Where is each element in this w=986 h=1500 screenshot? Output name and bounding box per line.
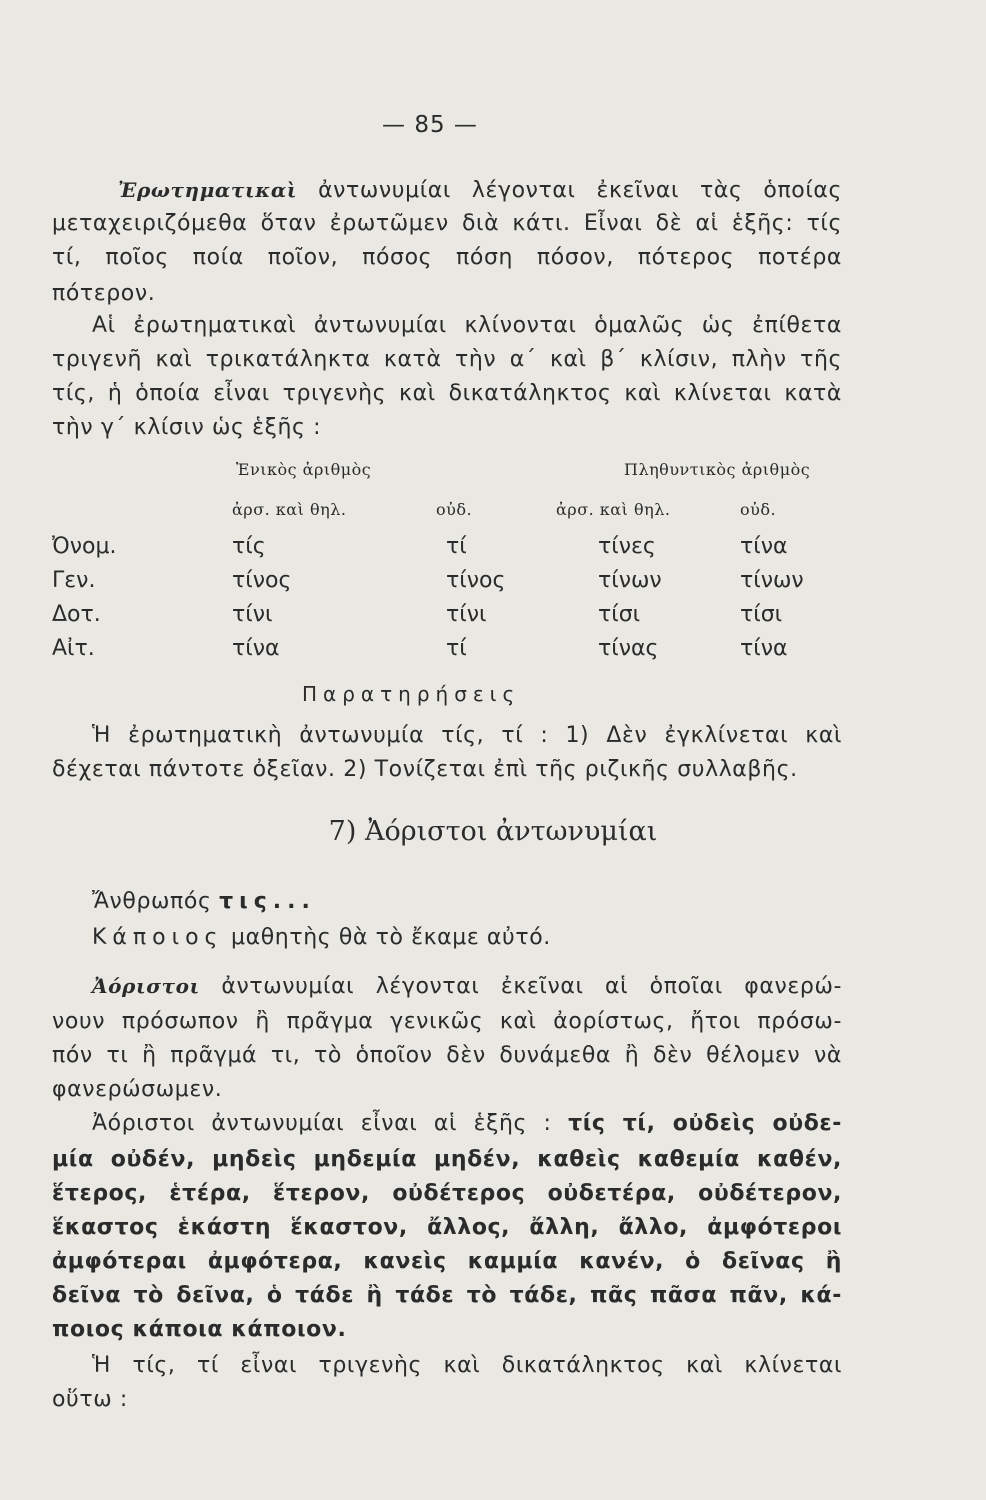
para4-line1-list: τίς τί, οὐδεὶς οὐδε-	[568, 1111, 842, 1136]
para4-line5: ἀμφότεραι ἀμφότερα, κανεὶς καμμία κανέν, ὁ δεῖνας ἢ	[52, 1249, 842, 1274]
table-cell: τίσι	[598, 602, 641, 627]
table-subheader: οὐδ.	[436, 500, 473, 519]
para4-line3: ἕτερος, ἑτέρα, ἕτερον, οὐδέτερος οὐδετέρα, οὐδέτερον,	[52, 1181, 842, 1206]
example1-spaced: τις...	[219, 889, 316, 914]
para2-line2: τριγενῆ καὶ τρικατάληκτα κατὰ τὴν α΄ καὶ β΄ κλίσιν, πλὴν τῆς	[52, 347, 842, 372]
para4-line7: ποιος κάποια κάποιον.	[52, 1317, 347, 1342]
para4-line2: μία οὐδέν, μηδεὶς μηδεμία μηδέν, καθεὶς καθεμία καθέν,	[52, 1147, 842, 1172]
para3-line1	[92, 970, 842, 1003]
table-cell: τίνι	[446, 602, 487, 627]
para2-line1: Αἱ ἐρωτηματικαὶ ἀντωνυμίαι κλίνονται ὁμαλῶς ὡς ἐπίθετα	[92, 313, 842, 338]
table-case-label: Γεν.	[52, 568, 96, 593]
page-number: — 85 —	[382, 112, 478, 138]
table-singular-header: Ἑνικὸς ἀριθμὸς	[236, 460, 372, 479]
para1-line4: πότερον.	[52, 281, 156, 306]
para4-line1-intro: Ἀόριστοι ἀντωνυμίαι εἶναι αἱ ἑξῆς :	[92, 1111, 552, 1136]
para1-line1-text: ἀντωνυμίαι λέγονται ἐκεῖναι τὰς ὁποίας	[318, 178, 843, 203]
table-cell: τίνες	[598, 534, 656, 559]
table-cell: τίνος	[446, 568, 506, 593]
table-cell: τίνων	[598, 568, 662, 593]
para2-line3: τίς, ἡ ὁποία εἶναι τριγενὴς καὶ δικατάληκτος καὶ κλίνεται κατὰ	[52, 381, 842, 406]
table-cell: τίσι	[740, 602, 783, 627]
observations-line1: Ἡ ἐρωτηματικὴ ἀντωνυμία τίς, τί : 1) Δὲν ἐγκλίνεται καὶ	[92, 723, 842, 748]
para2-line4: τὴν γ΄ κλίσιν ὡς ἑξῆς :	[52, 415, 322, 440]
table-case-label: Δοτ.	[52, 602, 101, 627]
table-cell: τίνων	[740, 568, 804, 593]
example-line1	[92, 886, 882, 918]
section-heading: 7) Ἀόριστοι ἀντωνυμίαι	[328, 816, 658, 847]
table-cell: τίνα	[740, 534, 788, 559]
para4-line6: δεῖνα τὸ δεῖνα, ὁ τάδε ἢ τάδε τὸ τάδε, πᾶς πᾶσα πᾶν, κά-	[52, 1283, 842, 1308]
para1-lead-term: Ἐρωτηματικαὶ	[118, 178, 298, 202]
table-cell: τίνα	[232, 636, 280, 661]
table-cell: τίνας	[598, 636, 659, 661]
para3-line1-text: ἀντωνυμίαι λέγονται ἐκεῖναι αἱ ὁποῖαι φανερώ-	[221, 974, 843, 999]
table-cell: τί	[446, 636, 467, 661]
para3-line2: νουν πρόσωπον ἢ πρᾶγμα γενικῶς καὶ ἀορίστως, ἤτοι πρόσω-	[52, 1009, 842, 1034]
table-cell: τίνι	[232, 602, 273, 627]
para5-line1: Ἡ τίς, τί εἶναι τριγενὴς καὶ δικατάληκτος καὶ κλίνεται	[92, 1353, 842, 1378]
para3-lead-term: Ἀόριστοι	[92, 974, 200, 998]
table-cell: τί	[446, 534, 467, 559]
observations-title: Παρατηρήσεις	[302, 682, 521, 706]
para4-line1	[92, 1108, 842, 1140]
example2-spaced: Κάποιος	[92, 925, 224, 950]
para1-line2: μεταχειριζόμεθα ὅταν ἐρωτῶμεν διὰ κάτι. Εἶναι δὲ αἱ ἑξῆς: τίς	[52, 211, 842, 236]
example2-rest: μαθητὴς θὰ τὸ ἔκαμε αὐτό.	[231, 925, 551, 950]
table-plural-header: Πληθυντικὸς ἀριθμὸς	[624, 460, 811, 479]
observations-line2: δέχεται πάντοτε ὀξεῖαν. 2) Τονίζεται ἐπὶ τῆς ριζικῆς συλλαβῆς.	[52, 757, 798, 782]
table-cell: τίς	[232, 534, 266, 559]
example1-word: Ἄνθρωπός	[92, 889, 212, 914]
example-line2	[92, 922, 882, 954]
table-subheader: οὐδ.	[740, 500, 777, 519]
table-cell: τίνος	[232, 568, 292, 593]
para4-line4: ἕκαστος ἑκάστη ἕκαστον, ἄλλος, ἄλλη, ἄλλο, ἀμφότεροι	[52, 1215, 842, 1240]
para1-line3: τί, ποῖος ποία ποῖον, πόσος πόση πόσον, πότερος ποτέρα	[52, 245, 842, 270]
para3-line4: φανερώσωμεν.	[52, 1077, 223, 1102]
para5-line2: οὕτω :	[52, 1387, 128, 1412]
table-case-label: Αἰτ.	[52, 636, 95, 661]
table-subheader: ἀρσ. καὶ θηλ.	[232, 500, 347, 519]
table-case-label: Ὀνομ.	[52, 534, 117, 559]
table-cell: τίνα	[740, 636, 788, 661]
table-subheader: ἀρσ. καὶ θηλ.	[556, 500, 671, 519]
para3-line3: πόν τι ἢ πρᾶγμά τι, τὸ ὁποῖον δὲν δυνάμεθα ἢ δὲν θέλομεν νὰ	[52, 1043, 842, 1068]
para1-line1	[118, 174, 842, 207]
